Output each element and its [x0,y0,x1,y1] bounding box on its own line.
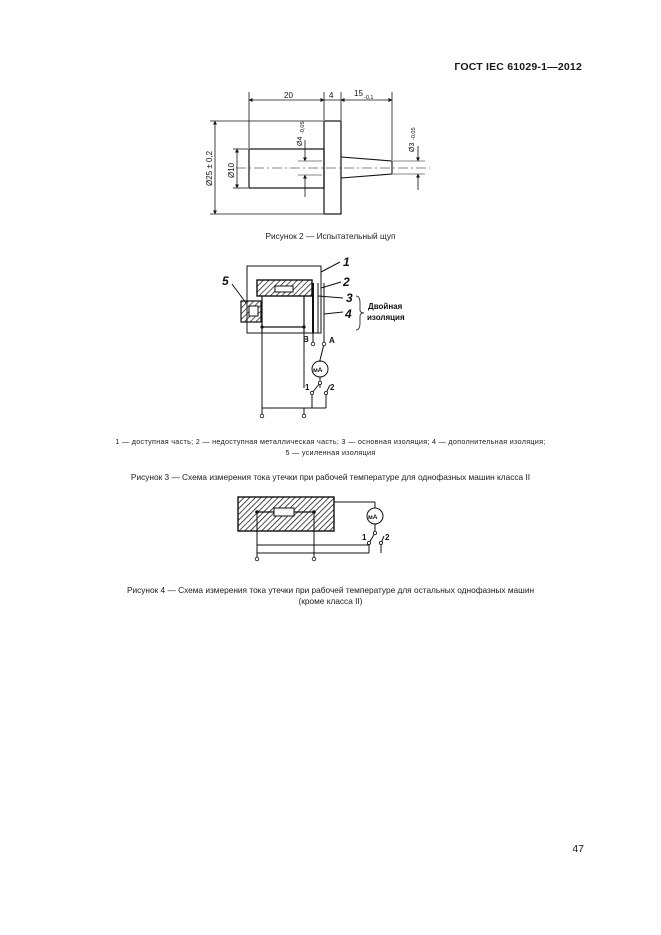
figure-4-circuit-diagram [230,490,400,565]
switch-label-2: 2 [385,533,390,542]
brace-label-line1: Двойная [368,302,403,311]
dim-dia4-tolerance: -0,05 [300,121,306,134]
callout-5: 5 [222,274,229,288]
switch-label-1: 1 [305,383,310,392]
figure-3-legend-line2: 5 — усиленная изоляция [285,448,376,457]
callout-2: 2 [343,275,350,289]
callout-1: 1 [343,255,350,269]
dim-dia10: Ø10 [227,162,236,178]
terminal-label-a: А [329,336,335,345]
figure-2-caption: Рисунок 2 — Испытательный щуп [265,231,396,241]
dim-15-tolerance: -0,1 [364,95,374,101]
milliammeter-label: мА [368,514,378,521]
dim-4: 4 [329,91,334,100]
dim-dia25: Ø25 ± 0,2 [205,150,214,186]
dim-dia4: Ø4 [297,136,304,146]
callout-3: 3 [346,291,353,305]
figure-3-circuit-diagram [215,250,430,422]
document-header: ГОСТ IEC 61029-1—2012 [454,61,582,73]
terminal-label-b: В [303,335,309,344]
figure-4-caption-line2: (кроме класса II) [298,596,363,606]
dim-dia3: Ø3 [409,142,416,152]
dim-20: 20 [284,91,293,100]
brace-label-line2: изоляция [367,313,405,322]
page-number: 47 [572,843,584,855]
dim-15: 15 [354,89,363,98]
figure-4-caption-line1: Рисунок 4 — Схема измерения тока утечки при рабочей температуре для остальных однофазных машин [126,585,535,595]
figure-3-caption: Рисунок 3 — Схема измерения тока утечки при рабочей температуре для однофазных машин класса II [130,472,531,482]
switch-label-1: 1 [362,533,367,542]
figure-3-legend-line1: 1 — доступная часть; 2 — недоступная металлическая часть; 3 — основная изоляция; 4 — дополнительная изоляция; [115,437,546,446]
figure-2-test-probe-drawing [180,82,450,222]
callout-4: 4 [345,307,352,321]
dim-dia3-tolerance: -0,05 [411,127,417,140]
switch-label-2: 2 [330,383,335,392]
milliammeter-label: мА [313,367,323,374]
